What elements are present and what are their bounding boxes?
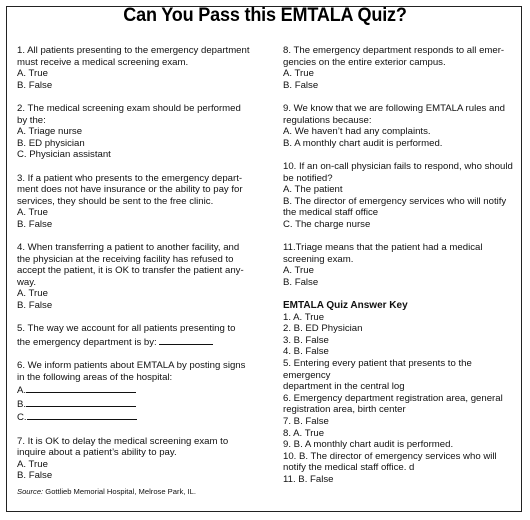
question-10 — [283, 161, 515, 231]
answer-key-line: 7. B. False — [283, 416, 329, 427]
option: A. True — [283, 265, 314, 277]
option: A. True — [17, 68, 48, 80]
question-line: 9. We know that we are following EMTALA rules and — [283, 102, 506, 114]
question-4 — [17, 242, 269, 312]
option: B. False — [17, 470, 53, 482]
question-line: accept the patient, it is OK to transfer the patient any- — [17, 265, 244, 277]
source-note — [17, 487, 196, 496]
option: B. False — [17, 300, 53, 312]
answer-blank — [159, 335, 213, 345]
answer-key-line: 6. Emergency department registration area, general — [283, 392, 503, 404]
blank-label: B. — [17, 398, 27, 410]
question-3 — [17, 173, 269, 231]
answer-key-title: EMTALA Quiz Answer Key — [283, 300, 408, 312]
question-text: the emergency department is by: — [17, 336, 157, 348]
question-line: screening exam. — [283, 253, 354, 265]
answer-blank — [27, 410, 137, 420]
blank-line-a — [17, 383, 269, 397]
option: A. True — [17, 458, 48, 470]
question-line: 8. The emergency department responds to all emer- — [283, 45, 505, 56]
source-text: Gottlieb Memorial Hospital, Melrose Park, IL. — [43, 487, 196, 496]
page-title: Can You Pass this EMTALA Quiz? — [123, 5, 407, 26]
question-line: by the: — [17, 114, 46, 126]
question-line: way. — [17, 276, 37, 288]
answer-key-line: 1. A. True — [283, 311, 325, 323]
question-line: regulations because: — [283, 114, 372, 126]
question-line: in the following areas of the hospital: — [17, 371, 173, 383]
answer-key-line: registration area, birth center — [283, 404, 406, 416]
option: B. False — [17, 218, 53, 230]
answer-key-line: 10. B. The director of emergency services who will — [283, 450, 497, 462]
blank-line-b — [17, 397, 269, 411]
option: B. False — [283, 276, 319, 288]
question-8 — [283, 45, 515, 91]
left-questions — [17, 45, 269, 312]
blank-label: A. — [17, 385, 27, 397]
option: A. True — [283, 68, 314, 80]
question-5 — [17, 323, 269, 348]
question-1 — [17, 45, 269, 91]
answer-blank — [26, 383, 136, 393]
option: B. False — [283, 79, 319, 91]
blank-line-c — [17, 410, 269, 424]
option: A. True — [17, 207, 48, 219]
question-line: 4. When transferring a patient to another facility, and — [17, 242, 240, 254]
option: B. ED physician — [17, 137, 85, 149]
answer-key-line: 3. B. False — [283, 334, 329, 346]
answer-key — [283, 300, 515, 486]
question-line: ment does not have insurance or the ability to pay for — [17, 184, 243, 196]
right-column — [283, 45, 515, 497]
option: A. The patient — [283, 184, 343, 196]
question-line: 10. If an on-call physician fails to respond, who should — [283, 160, 513, 172]
answer-key-line: 9. B. A monthly chart audit is performed. — [283, 439, 454, 451]
option: the medical staff office — [283, 207, 379, 219]
question-9 — [283, 103, 515, 149]
option: B. False — [17, 79, 53, 91]
question-line: must receive a medical screening exam. — [17, 56, 189, 68]
option: C. Physician assistant — [17, 149, 111, 161]
source-label: Source: — [17, 487, 44, 496]
question-2 — [17, 103, 269, 161]
blank-label: C. — [17, 412, 27, 424]
answer-key-line: notify the medical staff office. d — [283, 462, 415, 474]
question-line: inquire about a patient’s ability to pay. — [17, 447, 177, 459]
answer-key-line: department in the central log — [283, 381, 405, 393]
option: A. True — [17, 288, 48, 300]
question-line: the physician at the receiving facility has refused to — [17, 253, 234, 265]
option: A. We haven’t had any complaints. — [283, 126, 431, 138]
question-line: 6. We inform patients about EMTALA by posting signs — [17, 360, 246, 372]
question-11 — [283, 242, 515, 288]
question-6 — [17, 360, 269, 424]
answer-key-line: 4. B. False — [283, 346, 329, 358]
answer-key-line: 5. Entering every patient that presents to the emergency — [283, 358, 472, 381]
answer-blank — [26, 397, 136, 407]
question-line: 5. The way we account for all patients presenting to — [17, 323, 236, 335]
question-line: 2. The medical screening exam should be performed — [17, 102, 241, 114]
option: B. A monthly chart audit is performed. — [283, 137, 443, 149]
question-line — [17, 335, 269, 349]
question-line: 11.Triage means that the patient had a medical — [283, 242, 483, 254]
right-questions — [283, 45, 515, 288]
option: C. The charge nurse — [283, 218, 371, 230]
question-line: 3. If a patient who presents to the emergency depart- — [17, 172, 243, 184]
question-line: 1. All patients presenting to the emergency department — [17, 45, 250, 56]
left-column — [17, 45, 269, 494]
question-line: be notified? — [283, 172, 333, 184]
answer-key-line: 8. A. True — [283, 427, 325, 439]
question-line: gencies on the entire exterior campus. — [283, 56, 446, 68]
option: A. Triage nurse — [17, 126, 83, 138]
answer-key-line: 11. B. False — [283, 473, 334, 485]
option: B. The director of emergency services who will notify — [283, 195, 507, 207]
answer-key-lines — [283, 312, 515, 486]
question-7 — [17, 436, 269, 482]
answer-key-line: 2. B. ED Physician — [283, 323, 363, 335]
question-line: services, they should be sent to the free clinic. — [17, 195, 214, 207]
question-line: 7. It is OK to delay the medical screening exam to — [17, 435, 229, 447]
